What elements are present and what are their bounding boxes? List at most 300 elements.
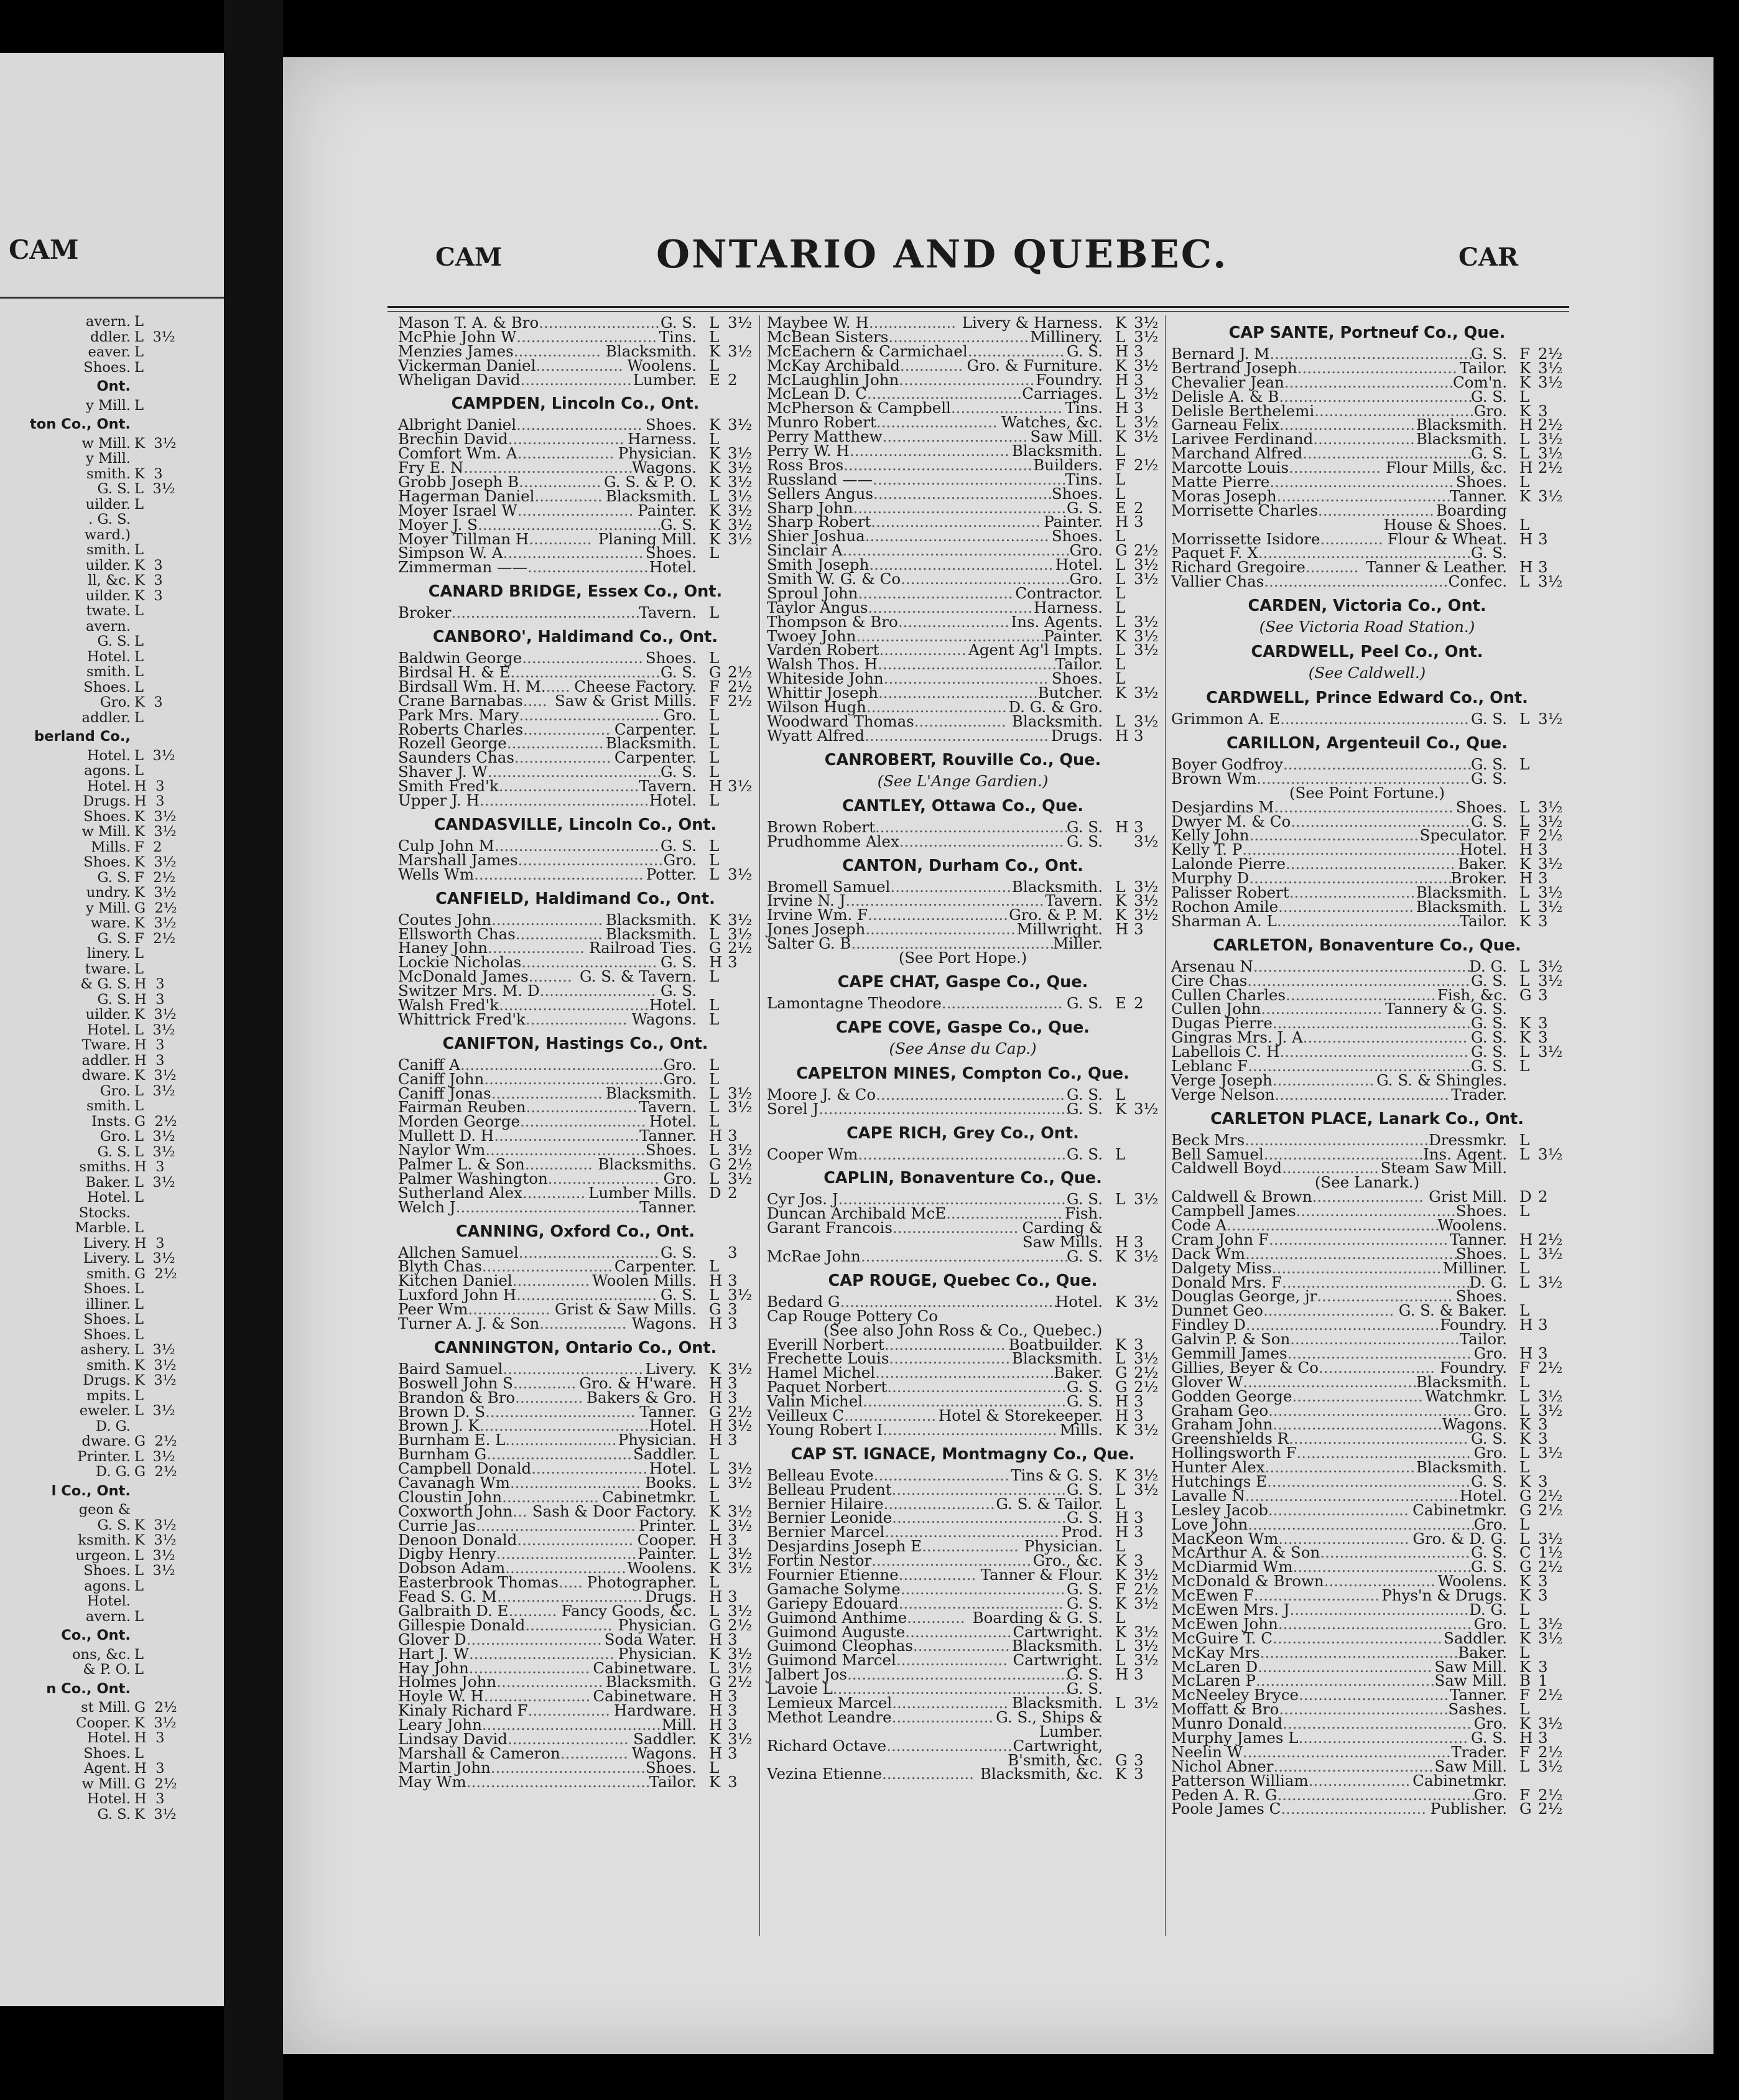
entry-business: Hotel. [649, 1459, 697, 1478]
entry-credit: L [709, 705, 720, 724]
leader-dots: ....................... [547, 1169, 659, 1187]
left-entry-credit: G [134, 1113, 146, 1130]
leader-dots: ....................... [1324, 1572, 1435, 1591]
entry-name: Larivee Ferdinand [1171, 430, 1314, 448]
entry-credit: H [1115, 1406, 1129, 1424]
left-entry-rating [134, 1084, 221, 1099]
entry-credit: L [1519, 1387, 1530, 1405]
entry-capital: 3 [728, 1314, 738, 1332]
left-entry-fragment [0, 397, 144, 414]
left-entry-text: smiths. [79, 1159, 131, 1175]
entry-name: Brown D. S [398, 1402, 486, 1421]
entry-name: Caniff A [398, 1055, 460, 1074]
entry-business: G. S. [1067, 1247, 1103, 1265]
leader-dots: .......................... [520, 1112, 646, 1131]
entry-name: Godden George [1171, 1387, 1292, 1405]
entry-capital: 3 [728, 1243, 738, 1261]
left-entry-text: Printer. [77, 1448, 131, 1465]
entry-name: Moore J. & Co [767, 1085, 876, 1103]
entry-name: Moyer J. S [398, 515, 478, 534]
leader-dots: .............................................. [1248, 1056, 1471, 1075]
entry-name: Young Robert I [767, 1420, 883, 1439]
header-rule-thin [387, 311, 1569, 312]
leader-dots: ................................... [1290, 1330, 1460, 1349]
leader-dots: .................................... [1243, 1372, 1417, 1391]
left-entry-fragment [0, 1502, 131, 1518]
left-entry-fragment [0, 945, 144, 962]
entry-capital: 2½ [1538, 1486, 1563, 1505]
entry-name: Cyr Jos. J [767, 1190, 838, 1209]
entry-capital: 3½ [1134, 684, 1159, 702]
left-entry-fragment [0, 1113, 177, 1130]
entry-business: Railroad Ties. [589, 939, 697, 957]
entry-name: Marshall & Cameron [398, 1744, 560, 1762]
left-entry-credit: K [134, 1714, 145, 1731]
leader-dots: ...................... [905, 1622, 1012, 1641]
left-entry-fragment [0, 839, 162, 855]
entry-capital: 3½ [728, 924, 753, 943]
left-entry-credit: L [134, 1326, 144, 1343]
entry-credit: L [1519, 1273, 1530, 1291]
left-entry-fragment [0, 1082, 175, 1099]
left-entry-fragment [0, 359, 144, 376]
entry-credit: L [1519, 1529, 1530, 1548]
town-heading: CANROBERT, Rouville Co., Que. [824, 750, 1101, 769]
entry-capital: 3 [728, 1744, 738, 1762]
entry-name: Verge Joseph [1171, 1071, 1273, 1089]
left-entry-text: w Mill. [81, 1775, 131, 1792]
entry-business: Speculator. [1419, 826, 1507, 845]
leader-dots: ................................... [1273, 1628, 1442, 1647]
entry-capital: 2½ [1538, 1785, 1563, 1804]
leader-dots: .................................... [892, 1508, 1067, 1527]
entry-credit: K [709, 515, 721, 534]
entry-business: G. S. [661, 1286, 697, 1304]
directory-entry [398, 1010, 753, 1028]
left-entry-credit: F [134, 869, 144, 886]
leader-dots: ......................... [941, 993, 1063, 1012]
cross-reference: (See Victoria Road Station.) [1259, 618, 1475, 636]
entry-name: Wheligan David [398, 370, 521, 389]
entry-credit: L [1115, 1537, 1126, 1556]
leader-dots: ... [512, 1502, 527, 1520]
left-entry-fragment [0, 1052, 165, 1069]
entry-credit: L [1519, 957, 1530, 975]
entry-business: D. G. & Gro. [1008, 698, 1103, 717]
entry-business: Shoes. [645, 544, 697, 562]
left-entry-text: tware. [85, 960, 131, 977]
left-entry-rating [134, 1647, 221, 1663]
leader-dots: .......................... [516, 416, 642, 434]
left-entry-fragment [0, 1699, 177, 1716]
leader-dots: .......................................... [1267, 1472, 1471, 1490]
left-entry-rating [134, 1342, 221, 1358]
entry-name: Russland —— [767, 470, 873, 488]
entry-business: D. G. [1469, 1601, 1507, 1619]
entry-name: Lemieux Marcel [767, 1694, 893, 1712]
left-entry-credit: G [134, 1464, 146, 1480]
entry-name: Guimond Cleophas [767, 1637, 913, 1655]
entry-capital: 2½ [1538, 1500, 1563, 1519]
entry-business: Blacksmith. [605, 734, 697, 753]
entry-credit: L [1519, 1643, 1530, 1661]
entry-business: Tailor. [1459, 1330, 1507, 1349]
left-entry-rating [134, 634, 221, 649]
leader-dots: ............................. [516, 327, 657, 346]
entry-name: Caldwell Boyd [1171, 1159, 1282, 1178]
entry-credit: L [709, 1487, 720, 1506]
leader-dots: .................... [488, 939, 585, 957]
entry-credit: L [1519, 1372, 1530, 1391]
left-entry-capital: 3 [155, 1037, 165, 1053]
directory-entry [1171, 572, 1563, 591]
left-entry-capital: 3 [155, 1159, 165, 1175]
left-entry-text: uilder. [85, 557, 131, 574]
left-entry-rating [134, 1281, 221, 1297]
entry-capital: 3½ [1134, 1566, 1159, 1584]
entry-business: G. S. [1471, 1429, 1507, 1448]
leader-dots: ..................................... [1292, 1558, 1472, 1576]
entry-business: G. S., Ships & [996, 1707, 1103, 1726]
left-entry-capital: 2½ [153, 930, 176, 947]
left-entry-rating [134, 1053, 221, 1069]
entry-capital: 2½ [728, 691, 753, 710]
entry-business: Gro. [663, 1169, 697, 1187]
leader-dots: ............................................ [1258, 544, 1472, 562]
left-entry-fragment [0, 1067, 177, 1084]
entry-name: Marshall James [398, 850, 518, 869]
leader-dots: ................................... [1284, 373, 1454, 391]
entry-credit: L [709, 791, 720, 810]
entry-credit: G [709, 663, 721, 682]
left-entry-credit: K [134, 1006, 145, 1023]
entry-business: Gro. [1473, 401, 1507, 420]
left-entry-credit: L [134, 359, 144, 376]
entry-business: Tavern. [639, 777, 697, 796]
leader-dots: ........................................... [1242, 1742, 1451, 1761]
entry-name: Prudhomme Alex [767, 832, 899, 850]
leader-dots: ..................................... [1255, 1671, 1435, 1690]
entry-business: Hotel. [649, 1112, 697, 1131]
entry-business: Shoes. [1051, 669, 1103, 688]
left-entry-text: smith. [86, 1098, 131, 1114]
entry-credit: K [1519, 486, 1531, 505]
left-entry-credit: H [134, 976, 147, 992]
entry-credit: L [709, 1602, 720, 1620]
entry-credit: K [1519, 1014, 1531, 1033]
left-entry-fragment [0, 1403, 175, 1419]
entry-credit: L [709, 850, 720, 869]
leader-dots: .................... [967, 341, 1065, 360]
leader-dots: ............................... [1264, 1458, 1416, 1477]
left-entry-fragment [0, 869, 176, 886]
leader-dots: ...................................... [455, 1197, 640, 1216]
left-entry-rating [134, 1388, 221, 1404]
entry-capital: 3½ [1538, 444, 1563, 463]
left-entry-rating [134, 1449, 221, 1465]
left-entry-fragment [0, 1577, 144, 1594]
column-1 [398, 316, 753, 1790]
entry-capital: 3 [728, 1701, 738, 1720]
entry-credit: F [709, 677, 720, 695]
cross-reference-note: (See also John Ross & Co., Quebec.) [823, 1321, 1103, 1339]
leader-dots: ............................. [1268, 1500, 1409, 1519]
entry-business: Wagons. [631, 458, 697, 477]
leader-dots: ....................................... [1282, 1273, 1471, 1291]
left-entry-credit: L [134, 747, 144, 764]
left-entry-text: st Mill. [81, 1699, 131, 1716]
left-entry-text: Gro. [100, 1082, 131, 1099]
entry-name: Kinaly Richard F [398, 1701, 528, 1720]
page-title: ONTARIO AND QUEBEC. [656, 231, 1228, 277]
entry-capital: 3 [1134, 1665, 1144, 1684]
leader-dots: .................. [523, 720, 611, 738]
left-entry-credit: K [134, 1372, 145, 1388]
entry-business: Livery & Harness. [962, 314, 1103, 332]
entry-business: Drugs. [644, 1587, 697, 1606]
leader-dots: ................................. [1314, 401, 1475, 420]
entry-credit: L [709, 865, 720, 883]
leader-dots: .................. [525, 1615, 613, 1634]
entry-business: Prod. [1061, 1523, 1103, 1541]
entry-name: Neelin W [1171, 1742, 1243, 1761]
entry-credit: L [709, 1758, 720, 1777]
entry-name: Turner A. J. & Son [398, 1314, 540, 1332]
left-entry-fragment [0, 1448, 175, 1465]
entry-credit: G [1519, 1486, 1532, 1505]
entry-name: Bertrand Joseph [1171, 358, 1297, 377]
leader-dots: ............. [529, 529, 592, 548]
leader-dots: ............................................ [1227, 1215, 1440, 1234]
leader-dots: ........................................ [1279, 387, 1473, 406]
entry-capital: 3½ [728, 1730, 753, 1749]
entry-credit: H [709, 1630, 723, 1648]
entry-business: Blacksmith. [605, 910, 697, 929]
leader-dots: ........................ [517, 501, 634, 519]
left-entry-rating [134, 1533, 221, 1548]
leader-dots: ................................................. [832, 1680, 1070, 1698]
leader-dots: ................... [881, 1765, 974, 1783]
left-entry-rating [134, 512, 221, 527]
left-entry-credit: L [134, 1174, 144, 1191]
entry-credit: K [709, 1730, 721, 1749]
left-entry-text: Shoes. [83, 1311, 131, 1327]
directory-entry [767, 726, 1159, 745]
entry-name: Birdsal H. & E [398, 663, 511, 682]
entry-capital: 2½ [1538, 1800, 1563, 1818]
leader-dots: .................... [502, 1487, 599, 1506]
town-heading: CARILLON, Argenteuil Co., Que. [1226, 734, 1508, 753]
entry-credit: K [1519, 373, 1531, 391]
entry-capital: 3½ [1538, 957, 1563, 975]
leader-dots: ..................................... [878, 655, 1057, 674]
leader-dots: ............................. [498, 777, 639, 796]
entry-business: Blacksmith. [1011, 1637, 1103, 1655]
entry-capital: 2½ [1538, 1742, 1563, 1761]
entry-name: Belleau Prudent [767, 1480, 892, 1498]
entry-business: G. S. [1471, 1729, 1507, 1747]
left-entry-rating [134, 1068, 221, 1084]
entry-name: Naylor Wm [398, 1141, 486, 1159]
entry-credit: L [1519, 515, 1530, 534]
entry-credit: H [1519, 1729, 1533, 1747]
entry-business: Saddler. [633, 1730, 697, 1749]
entry-name: Fortin Nestor [767, 1551, 872, 1570]
entry-business: Hotel & Storekeeper. [938, 1406, 1103, 1424]
entry-credit: L [1115, 470, 1126, 488]
entry-credit: L [709, 734, 720, 753]
entry-capital: 3 [1538, 1028, 1548, 1047]
entry-name: Easterbrook Thomas [398, 1573, 559, 1592]
entry-capital: 3½ [728, 1474, 753, 1492]
entry-business: Watchmkr. [1425, 1387, 1507, 1405]
left-entry-rating [134, 1464, 221, 1480]
leader-dots: ...................................... [1269, 473, 1454, 491]
town-heading: CARDWELL, Prince Edward Co., Ont. [1206, 689, 1528, 708]
entry-credit: H [709, 1687, 723, 1706]
left-entry-text: Mills. [91, 839, 131, 855]
leader-dots: ............................. [503, 544, 644, 562]
leader-dots: ..................................... [1269, 1230, 1449, 1248]
entry-name: Donald Mrs. F [1171, 1273, 1282, 1291]
entry-business: Blacksmith. [1416, 430, 1507, 448]
entry-business: Gro. [1473, 1515, 1507, 1533]
leader-dots: ....................... [897, 612, 1009, 631]
entry-business: Wagons. [631, 1744, 697, 1762]
entry-name: Brown J. K [398, 1416, 480, 1435]
entry-name: Walsh Thos. H [767, 655, 878, 674]
leader-dots: ......................... [468, 1658, 590, 1677]
left-entry-rating [134, 1145, 221, 1160]
left-entry-fragment [0, 930, 176, 947]
leader-dots: ............................... [1298, 1686, 1449, 1704]
entry-name: Luxford John H [398, 1286, 517, 1304]
entry-business: G. S. [1471, 1028, 1507, 1047]
entry-name: Veilleux C [767, 1406, 845, 1424]
entry-business: Publisher. [1430, 1800, 1507, 1818]
left-entry-fragment [0, 1098, 144, 1114]
entry-credit: L [709, 1055, 720, 1074]
leader-dots: ................... [844, 1406, 937, 1424]
entry-name: Rozell George [398, 734, 507, 753]
left-entry-credit: L [134, 960, 144, 977]
entry-business: Tannery & G. S. [1384, 1000, 1507, 1018]
entry-business: G. S. [1067, 1145, 1103, 1163]
directory-page [283, 57, 1713, 2054]
entry-credit: L [1519, 1700, 1530, 1719]
entry-capital: 3½ [728, 1502, 753, 1520]
entry-capital: 3 [728, 1127, 738, 1145]
entry-capital: 3½ [1134, 712, 1159, 730]
entry-business: Cartwright. [1013, 1651, 1103, 1670]
town-heading: CANDASVILLE, Lincoln Co., Ont. [434, 815, 717, 834]
entry-business: Blacksmith. [1416, 1372, 1507, 1391]
leader-dots: .................................. [899, 832, 1064, 850]
left-entry-fragment [0, 1159, 165, 1175]
entry-business: Potter. [646, 865, 697, 883]
left-entry-capital: 3½ [154, 435, 177, 452]
entry-credit: L [1519, 1244, 1530, 1263]
entry-credit: L [1519, 1202, 1530, 1220]
leader-dots: ................................. [1263, 1145, 1424, 1163]
entry-credit: K [1115, 626, 1127, 645]
left-section-heading: n Co., Ont. [46, 1680, 131, 1697]
entry-business: Saw Mill. [1030, 427, 1103, 446]
left-entry-capital: 3½ [152, 481, 175, 497]
left-entry-fragment [0, 633, 144, 649]
leader-dots: ................................... [479, 1416, 649, 1435]
entry-capital: 3 [1538, 558, 1548, 577]
entry-business: Sash & Door Factory. [532, 1502, 697, 1520]
header-rule [387, 306, 1569, 308]
leader-dots: .......................................... [863, 1392, 1067, 1411]
left-entry-credit: H [134, 1760, 147, 1777]
left-entry-credit: L [134, 1250, 144, 1266]
entry-capital: 3½ [1134, 1247, 1159, 1265]
entry-business: Woolens. [627, 356, 697, 374]
directory-entry [398, 1772, 753, 1791]
entry-capital: 3 [728, 1431, 738, 1449]
leader-dots: .................................. [868, 598, 1033, 616]
entry-name: Bernard J. M [1171, 345, 1270, 363]
left-entry-capital: 3 [155, 1730, 165, 1746]
leader-dots: ............................ [1279, 416, 1416, 434]
entry-capital: 3 [728, 1716, 738, 1734]
entry-name: Murphy D [1171, 869, 1250, 888]
entry-business: G. S. [661, 663, 697, 682]
entry-credit: L [709, 924, 720, 943]
leader-dots: ............................. [868, 906, 1008, 924]
entry-credit: K [1115, 1551, 1127, 1570]
town-heading: CARDWELL, Peel Co., Ont. [1251, 643, 1483, 662]
directory-entry [767, 832, 1159, 850]
leader-dots: .................................... [1276, 486, 1451, 505]
left-entry-capital: 3 [155, 1791, 165, 1807]
left-entry-capital: 3½ [154, 1517, 177, 1533]
leader-dots: .................................... [1258, 1657, 1432, 1676]
leader-dots: ......................... [522, 649, 643, 667]
left-entry-fragment [0, 709, 144, 726]
left-entry-rating [134, 840, 221, 855]
entry-credit: K [709, 1559, 721, 1577]
entry-credit: G [709, 939, 721, 957]
left-entry-credit: K [134, 465, 145, 482]
left-entry-rating [134, 497, 221, 513]
left-entry-rating [134, 664, 221, 680]
entry-name: Sorel J [767, 1099, 819, 1118]
entry-name: Galbraith D. E [398, 1602, 509, 1620]
entry-capital: 2½ [728, 939, 753, 957]
leader-dots: ..................... [1313, 430, 1415, 448]
entry-business: Carpenter. [614, 748, 697, 767]
left-entry-credit: K [134, 824, 145, 840]
entry-business: G. S. [1067, 498, 1103, 517]
entry-credit: F [1115, 455, 1126, 474]
entry-name: Fead S. G. M [398, 1587, 498, 1606]
entry-capital: 3½ [1538, 897, 1563, 916]
leader-dots: ...................................... [477, 515, 662, 534]
entry-name: Wyatt Alfred [767, 726, 865, 745]
entry-credit: H [1115, 1508, 1129, 1527]
entry-capital: 3½ [1538, 1043, 1563, 1061]
left-entry-text: avern. [85, 1608, 131, 1625]
left-entry-rating [134, 360, 221, 376]
leader-dots: ............................ [873, 1466, 1009, 1484]
entry-name: Graham John [1171, 1415, 1273, 1434]
left-entry-fragment [0, 824, 177, 840]
left-entry-credit: L [134, 1082, 144, 1099]
leader-dots: ..... [522, 691, 547, 710]
